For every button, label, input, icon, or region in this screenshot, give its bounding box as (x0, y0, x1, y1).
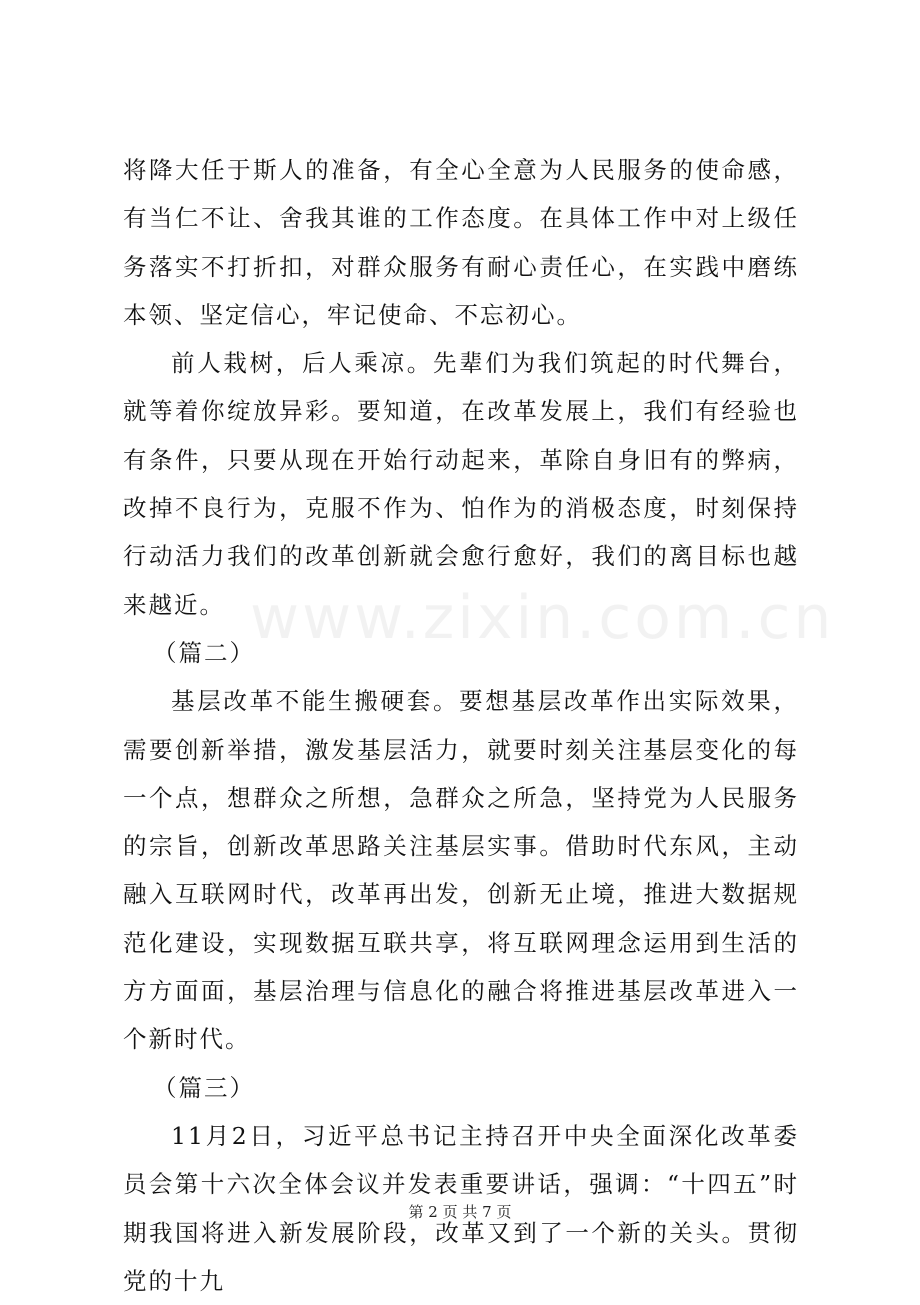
page-footer: 第 2 页 共 7 页 (408, 1203, 512, 1221)
paragraph: 11月2日，习近平总书记主持召开中央全面深化改革委员会第十六次全体会议并发表重要讲话，强调：“十四五”时期我国将进入新发展阶段，改革又到了一个新的关头。贯彻党的十九 (123, 1121, 799, 1295)
paragraph: 基层改革不能生搬硬套。要想基层改革作出实际效果，需要创新举措，激发基层活力，就要时刻关注基层变化的每一个点，想群众之所想，急群众之所急，坚持党为人民服务的宗旨，创新改革思路关注基层实事。借助时代东风，主动融入互联网时代，改革再出发，创新无止境，推进大数据规范化建设，实现数据互联共享，将互联网理念运用到生活的方方面面，基层治理与信息化的融合将推进基层改革进入一个新时代。 (123, 687, 799, 1054)
paragraph-continued: 将降大任于斯人的准备，有全心全意为人民服务的使命感，有当仁不让、舍我其谁的工作态度。在具体工作中对上级任务落实不打折扣，对群众服务有耐心责任心，在实践中磨练本领、坚定信心，牢记使命、不忘初心。 (123, 156, 799, 329)
section-heading-part-two: （篇二） (153, 638, 255, 667)
section-heading-part-three: （篇三） (153, 1073, 255, 1102)
document-body (123, 146, 835, 1305)
paragraph: 前人栽树，后人乘凉。先辈们为我们筑起的时代舞台，就等着你绽放异彩。要知道，在改革发展上，我们有经验也有条件，只要从现在开始行动起来，革除自身旧有的弊病，改掉不良行为，克服不作为、怕作为的消极态度，时刻保持行动活力我们的改革创新就会愈行愈好，我们的离目标也越来越近。 (123, 349, 799, 619)
watermark: www.zixin.com.cn (250, 583, 835, 653)
